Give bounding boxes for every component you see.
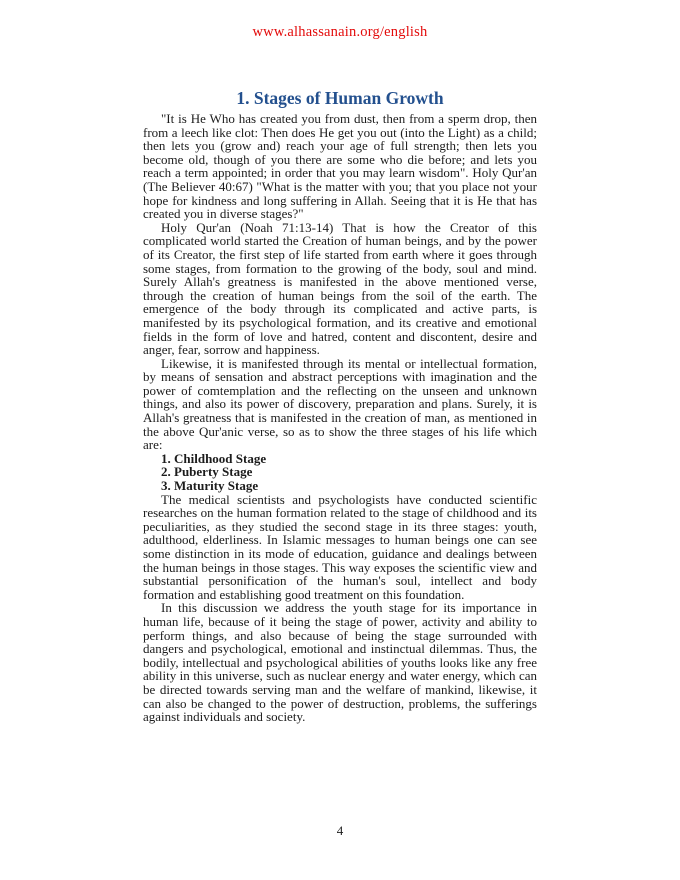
stage-list [143, 452, 537, 493]
stage-list-item-maturity: 3. Maturity Stage [161, 478, 259, 494]
body-paragraph: The medical scientists and psychologists have conducted scientific researches on the human formation related to the stage of childhood and its peculiarities, as they studied the second stage in its three stages: youth, adulthood, elderliness. In Islamic messages to human beings one can see some distinction in its mode of education, guidance and dealings between the human beings in those stages. This way exposes the scientific view and substantial personification of the human's soul, intellect and body formation and establishing good treatment on this foundation. [143, 491, 537, 602]
page-number: 4 [336, 823, 344, 838]
stage-list-item-puberty: 2. Puberty Stage [161, 464, 253, 480]
body-paragraph: "It is He Who has created you from dust, then from a sperm drop, then from a leech like clot: Then does He get you out (into the Light) as a child; then lets you (grow and) reach your age of full strength; then lets you become old, though of you there are some who die before; and lets you reach a term appointed; in order that you may learn wisdom". Holy Qur'an (The Believer 40:67) "What is the matter with you; that you place not your hope for kindness and long suffering in Allah. Seeing that it is He that has created you in diverse stages?" [143, 111, 537, 222]
body-paragraph: Likewise, it is manifested through its mental or intellectual formation, by means of sensation and abstract perceptions with imagination and the power of comtemplation and the reflecting on the unseen and unknown things, and also its power of discovery, preparation and plans. Surely, it is Allah's greatness that is manifested in the creation of man, as mentioned in the above Qur'anic verse, so as to show the three stages of his life which are: [143, 355, 537, 453]
body-paragraph: Holy Qur'an (Noah 71:13-14) That is how the Creator of this complicated world started the Creation of human beings, and by the power of its Creator, the first step of life started from earth where it goes through some stages, from formation to the growing of the body, soul and mind. Surely Allah's greatness is manifested in the above mentioned verse, through the creation of human beings from the soil of the earth. The emergence of the body through its complicated and active parts, is manifested by its psychological formation, and its creative and emotional fields in the form of love and hatred, content and discontent, desire and anger, fear, sorrow and happiness. [143, 219, 537, 358]
page-title: 1. Stages of Human Growth [236, 88, 444, 108]
body-paragraph: In this discussion we address the youth stage for its importance in human life, because of it being the stage of power, activity and ability to perform things, and also because of being the stage surrounded with dangers and psychological, emotional and instinctual dilemmas. Thus, the bodily, intellectual and psychological abilities of youths looks like any free ability in this universe, such as nuclear energy and water energy, which can be directed towards serving man and the welfare of mankind, likewise, it can also be changed to the power of destruction, problems, the sufferings against individuals and society. [143, 600, 537, 725]
page-content [143, 88, 537, 724]
header-url-link[interactable]: www.alhassanain.org/english [252, 24, 428, 40]
page-header [0, 23, 680, 41]
page-footer [0, 822, 680, 840]
stage-list-item-childhood: 1. Childhood Stage [161, 450, 267, 466]
